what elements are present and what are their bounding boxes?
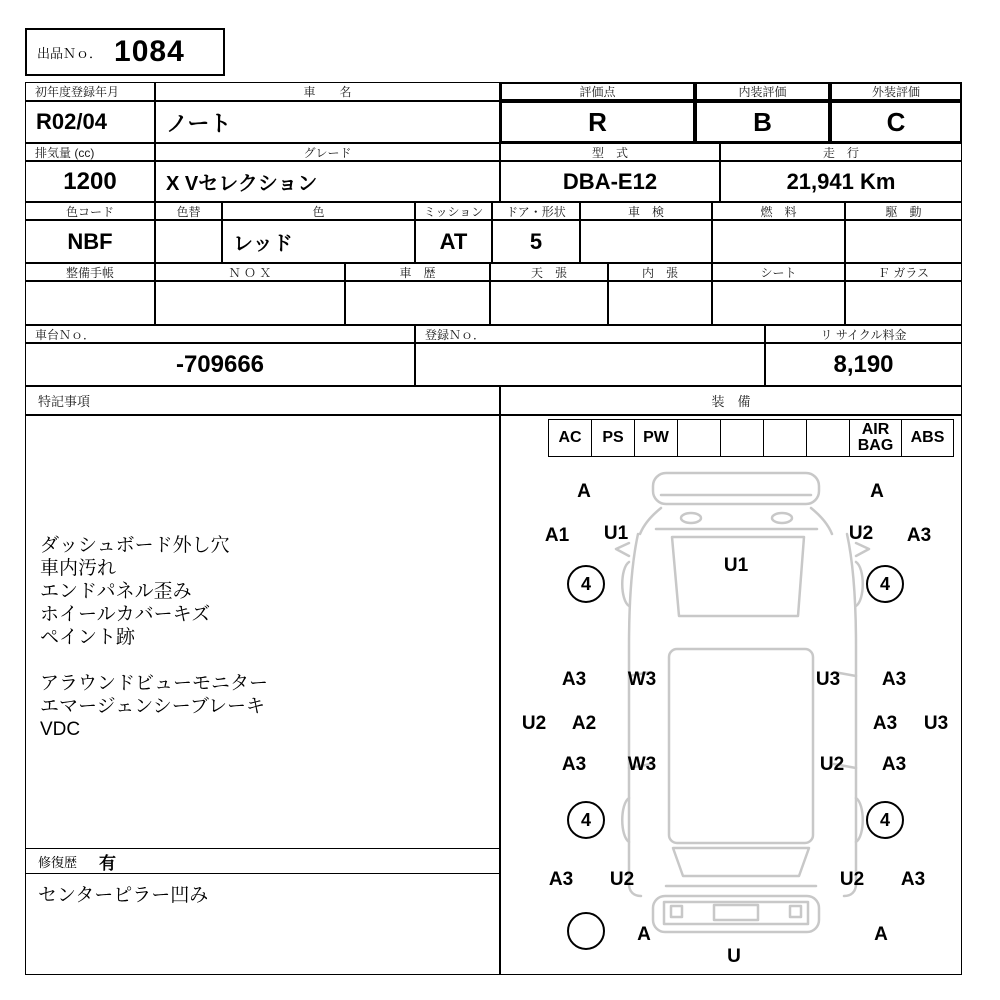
nox-label: Ｎ Ｏ Ｘ: [155, 263, 345, 281]
doors-label: ドア・形状: [492, 202, 580, 220]
damage-code-mark: A3: [906, 525, 932, 546]
displacement-value: 1200: [25, 161, 155, 202]
seat-label: シート: [712, 263, 845, 281]
recycle-fee-label: リ サイクル料金: [765, 325, 962, 343]
special-notes-label: 特記事項: [25, 386, 500, 415]
damage-code-mark: A3: [872, 713, 898, 734]
damage-code-mark: A1: [544, 525, 570, 546]
headliner-value: [490, 281, 608, 325]
mileage-value: 21,941 Km: [720, 161, 962, 202]
note-line: [40, 649, 499, 672]
color-value: レッド: [222, 220, 415, 263]
grade-value: X Vセレクション: [155, 161, 500, 202]
special-notes-box: [25, 415, 500, 849]
damage-code-mark: A: [577, 481, 591, 502]
note-line: ダッシュボード外し穴: [40, 535, 230, 556]
transmission-value: AT: [415, 220, 492, 263]
damage-code-mark: U2: [521, 713, 547, 734]
lot-number-box: [25, 28, 225, 76]
damage-code-mark: A3: [561, 754, 587, 775]
damage-code-mark: U3: [815, 669, 841, 690]
damage-code-mark: A3: [881, 669, 907, 690]
damage-code-mark: U3: [923, 713, 949, 734]
color-change-label: 色替: [155, 202, 222, 220]
equipment-cell-abs: ABS: [901, 419, 954, 457]
registration-value: R02/04: [25, 101, 155, 143]
car-name-value: ノート: [155, 101, 500, 143]
recycle-fee-value: 8,190: [765, 343, 962, 386]
color-code-label: 色コード: [25, 202, 155, 220]
damage-code-mark: A3: [561, 669, 587, 690]
model-code-label: 型 式: [500, 143, 720, 161]
damage-code-mark: A: [870, 481, 884, 502]
damage-code-mark: U: [727, 946, 741, 967]
equipment-cell-pw: PW: [634, 419, 678, 457]
registration-no-value: [415, 343, 765, 386]
diagram-marks-layer: [501, 416, 961, 974]
note-line: ペイント跡: [40, 627, 136, 648]
color-change-value: [155, 220, 222, 263]
color-label: 色: [222, 202, 415, 220]
note-line: エンドパネル歪み: [40, 581, 192, 602]
damage-code-mark: U2: [848, 523, 874, 544]
chassis-no-label: 車台Ｎｏ．: [25, 325, 415, 343]
repair-history-row: [25, 848, 500, 874]
repair-history-label: 修復歴: [38, 854, 78, 870]
note-line: アラウンドビューモニター: [40, 673, 269, 694]
equipment-cell-ac: AC: [548, 419, 592, 457]
score-label: 評価点: [500, 82, 695, 101]
lot-number-label: 出品Ｎｏ．: [37, 45, 103, 61]
damage-code-mark: A3: [881, 754, 907, 775]
tire-tread-mark: 4: [866, 565, 904, 603]
damage-code-mark: A: [637, 924, 651, 945]
drive-label: 駆 動: [845, 202, 962, 220]
doors-value: 5: [492, 220, 580, 263]
tire-tread-mark: 4: [567, 565, 605, 603]
interior-trim-label: 内 張: [608, 263, 712, 281]
damage-code-mark: A3: [548, 869, 574, 890]
repair-note: センターピラー凹み: [38, 885, 209, 906]
mileage-label: 走 行: [720, 143, 962, 161]
equipment-cell-air-bag: AIR BAG: [849, 419, 902, 457]
score-value: R: [500, 101, 695, 143]
tire-tread-mark: 4: [567, 801, 605, 839]
grade-label: グレード: [155, 143, 500, 161]
damage-code-mark: U2: [609, 869, 635, 890]
note-line: エマージェンシーブレーキ: [40, 696, 266, 717]
damage-code-mark: W3: [627, 669, 657, 690]
interior-score-value: B: [695, 101, 830, 143]
damage-code-mark: U1: [723, 555, 749, 576]
lot-number-value: 1084: [114, 35, 185, 68]
inspection-label: 車 検: [580, 202, 712, 220]
equipment-cell-ps: PS: [591, 419, 635, 457]
note-line: ホイールカバーキズ: [40, 604, 211, 625]
service-book-label: 整備手帳: [25, 263, 155, 281]
diagram-panel: [500, 415, 962, 975]
inspection-value: [580, 220, 712, 263]
car-history-label: 車 歴: [345, 263, 490, 281]
color-code-value: NBF: [25, 220, 155, 263]
repair-history-value: 有: [99, 853, 117, 873]
fuel-label: 燃 料: [712, 202, 845, 220]
interior-trim-value: [608, 281, 712, 325]
displacement-label: 排気量 (cc): [25, 143, 155, 161]
tire-tread-mark: [567, 912, 605, 950]
drive-value: [845, 220, 962, 263]
damage-code-mark: W3: [627, 754, 657, 775]
front-glass-label: Ｆ ガラス: [845, 263, 962, 281]
car-name-label: 車 名: [155, 82, 500, 101]
damage-code-mark: U2: [819, 754, 845, 775]
damage-code-mark: U2: [839, 869, 865, 890]
equipment-label: 装 備: [500, 386, 962, 415]
exterior-score-label: 外装評価: [830, 82, 962, 101]
special-notes-lines: [40, 534, 499, 741]
interior-score-label: 内装評価: [695, 82, 830, 101]
front-glass-value: [845, 281, 962, 325]
seat-value: [712, 281, 845, 325]
damage-code-mark: A: [874, 924, 888, 945]
registration-label: 初年度登録年月: [25, 82, 155, 101]
exterior-score-value: C: [830, 101, 962, 143]
headliner-label: 天 張: [490, 263, 608, 281]
note-line: 車内汚れ: [40, 558, 117, 579]
nox-value: [155, 281, 345, 325]
model-code-value: DBA-E12: [500, 161, 720, 202]
fuel-value: [712, 220, 845, 263]
service-book-value: [25, 281, 155, 325]
damage-code-mark: A3: [900, 869, 926, 890]
damage-code-mark: U1: [603, 523, 629, 544]
damage-code-mark: A2: [571, 713, 597, 734]
tire-tread-mark: 4: [866, 801, 904, 839]
note-line: VDC: [40, 719, 81, 740]
repair-note-box: [25, 873, 500, 975]
transmission-label: ミッション: [415, 202, 492, 220]
car-history-value: [345, 281, 490, 325]
chassis-no-value: -709666: [25, 343, 415, 386]
registration-no-label: 登録Ｎｏ．: [415, 325, 765, 343]
